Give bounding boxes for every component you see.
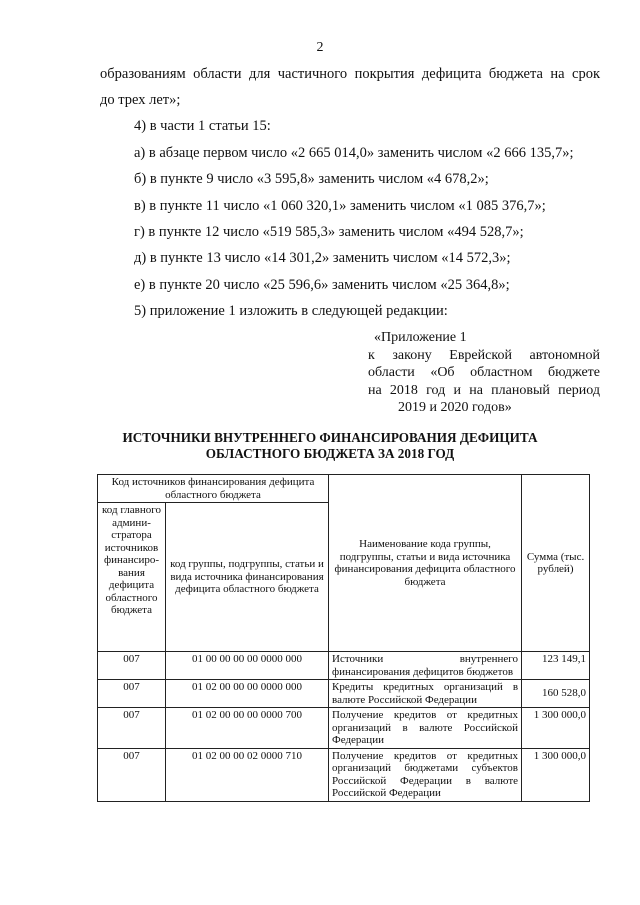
appendix-line-3: области «Об областном бюджете: [368, 365, 600, 380]
table-heading: [100, 430, 560, 462]
cell-name: Получение кредитов от кредитных организаций в валюте Российской Федерации: [329, 708, 522, 749]
appendix-line-5: 2019 и 2020 годов»: [398, 400, 512, 415]
table-header-row: [98, 475, 590, 503]
table-row: [98, 748, 590, 801]
cell-admin: 007: [98, 708, 166, 749]
appendix-caption: [368, 329, 600, 417]
table-row: [98, 680, 590, 708]
cell-sum: 1 300 000,0: [522, 748, 590, 801]
header-source-code: код группы, подгруппы, статьи и вида источника финансирования дефицита областного бюджета: [166, 503, 329, 652]
cell-admin: 007: [98, 748, 166, 801]
cell-name: Получение кредитов от кредитных организаций бюджетами субъектов Российской Федерации в валюте Российской Федерации: [329, 748, 522, 801]
cell-code: 01 02 00 00 00 0000 000: [166, 680, 329, 708]
cell-code: 01 02 00 00 02 0000 710: [166, 748, 329, 801]
cell-code: 01 02 00 00 00 0000 700: [166, 708, 329, 749]
page-number: 2: [316, 40, 324, 55]
cell-admin: 007: [98, 680, 166, 708]
item-4b: б) в пункте 9 число «3 595,8» заменить числом «4 678,2»;: [134, 171, 489, 187]
appendix-line-1: «Приложение 1: [374, 330, 467, 345]
item-4e: е) в пункте 20 число «25 596,6» заменить числом «25 364,8»;: [134, 277, 510, 293]
body-line-1: образованиям области для частичного покрытия дефицита бюджета на срок: [100, 66, 600, 82]
cell-name: Источники внутреннего финансирования дефицитов бюджетов: [329, 652, 522, 680]
item-4: 4) в части 1 статьи 15:: [134, 118, 271, 134]
item-5: 5) приложение 1 изложить в следующей редакции:: [134, 303, 448, 319]
heading-line-2: ОБЛАСТНОГО БЮДЖЕТА ЗА 2018 ГОД: [205, 446, 455, 461]
header-name: Наименование кода группы, подгруппы, статьи и вида источника финансирования дефицита областного бюджета: [329, 475, 522, 652]
sources-table: [97, 474, 590, 802]
appendix-line-2: к закону Еврейской автономной: [368, 347, 600, 363]
appendix-line-4: на 2018 год и на плановый период: [368, 382, 600, 398]
cell-sum: 160 528,0: [522, 680, 590, 708]
header-admin-code: код главного админи-стратора источников финансиро-вания дефицита областного бюджета: [98, 503, 166, 652]
header-code-group: Код источников финансирования дефицита областного бюджета: [98, 475, 329, 503]
item-4v: в) в пункте 11 число «1 060 320,1» заменить числом «1 085 376,7»;: [134, 198, 546, 214]
cell-code: 01 00 00 00 00 0000 000: [166, 652, 329, 680]
heading-line-1: ИСТОЧНИКИ ВНУТРЕННЕГО ФИНАНСИРОВАНИЯ ДЕФИЦИТА: [122, 430, 538, 445]
table-row: [98, 708, 590, 749]
header-sum: Сумма (тыс. рублей): [522, 475, 590, 652]
table-row: [98, 652, 590, 680]
item-4d: д) в пункте 13 число «14 301,2» заменить числом «14 572,3»;: [134, 250, 511, 266]
body-line-2: до трех лет»;: [100, 92, 181, 108]
cell-sum: 1 300 000,0: [522, 708, 590, 749]
item-4g: г) в пункте 12 число «519 585,3» заменить числом «494 528,7»;: [134, 224, 524, 240]
cell-admin: 007: [98, 652, 166, 680]
cell-sum: 123 149,1: [522, 652, 590, 680]
cell-name: Кредиты кредитных организаций в валюте Российской Федерации: [329, 680, 522, 708]
item-4a: а) в абзаце первом число «2 665 014,0» заменить числом «2 666 135,7»;: [134, 145, 574, 161]
